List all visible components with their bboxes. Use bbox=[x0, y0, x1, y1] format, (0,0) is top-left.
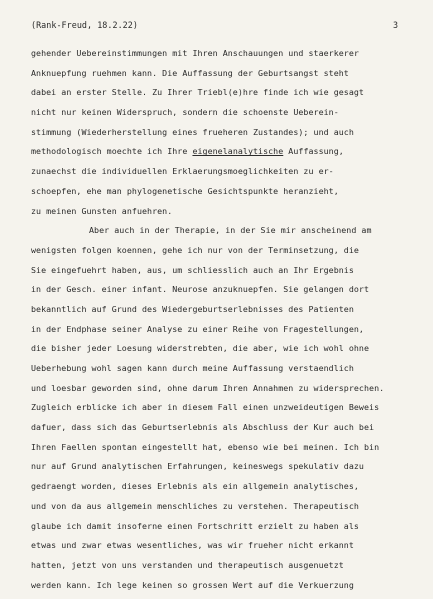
text-line: hatten, jetzt von uns verstanden und therapeutisch ausgenuetzt bbox=[31, 559, 344, 570]
text-line: schoepfen, ehe man phylogenetische Gesichtspunkte heranzieht, bbox=[31, 185, 339, 196]
text-line: gehender Uebereinstimmungen mit Ihren Anschauungen und staerkerer bbox=[31, 48, 359, 58]
text-line: und loesbar geworden sind, ohne darum Ihren Annahmen zu widersprechen. bbox=[31, 382, 385, 393]
text-line: zunaechst die individuellen Erklaerungsmoeglichkeiten zu er- bbox=[31, 166, 334, 177]
text-line: nur auf Grund analytischen Erfahrungen, keineswegs spekulativ dazu bbox=[31, 461, 364, 472]
page-number: 3 bbox=[393, 20, 399, 30]
underlined-word: eigenelanalytische bbox=[192, 146, 284, 157]
text-line: die bisher jeder Loesung widerstrebten, die aber, wie ich wohl ohne bbox=[31, 343, 370, 354]
text-line: werden kann. Ich lege keinen so grossen Wert auf die Verkuerzung bbox=[31, 579, 354, 590]
text-line: nicht nur keinen Widerspruch, sondern die schoenste Ueberein- bbox=[31, 107, 339, 118]
letter-header: (Rank-Freud, 18.2.22) bbox=[31, 20, 138, 30]
text-segment: methodologisch moechte ich Ihre bbox=[31, 146, 193, 157]
text-line: bekanntlich auf Grund des Wiedergeburtserlebnisses des Patienten bbox=[31, 303, 354, 314]
text-line: dabei an erster Stelle. Zu Ihrer Triebl(e)hre finde ich wie gesagt bbox=[31, 87, 364, 98]
text-line: Sie eingefuehrt haben, aus, um schliesslich auch an Ihr Ergebnis bbox=[31, 264, 354, 275]
text-line: zu meinen Gunsten anfuehren. bbox=[31, 205, 173, 216]
letter-body bbox=[31, 44, 423, 595]
text-line bbox=[31, 142, 423, 162]
text-line: Ueberhebung wohl sagen kann durch meine Auffassung verstaendlich bbox=[31, 363, 354, 373]
text-line: Zugleich erblicke ich aber in diesem Fall einen unzweideutigen Beweis bbox=[31, 402, 380, 413]
text-line: Anknuepfung ruehmen kann. Die Auffassung der Geburtsangst steht bbox=[31, 67, 349, 78]
text-line: stimmung (Wiederherstellung eines frueheren Zustandes); und auch bbox=[31, 126, 354, 137]
text-line: und von da aus allgemein menschliches zu verstehen. Therapeutisch bbox=[31, 500, 359, 511]
text-line: Aber auch in der Therapie, in der Sie mir anscheinend am bbox=[89, 225, 372, 236]
text-line: etwas und zwar etwas wesentliches, was wir frueher nicht erkannt bbox=[31, 540, 354, 551]
text-line: gedraengt worden, dieses Erlebnis als ein allgemein analytisches, bbox=[31, 481, 359, 492]
text-line: dafuer, dass sich das Geburtserlebnis als Abschluss der Kur auch bei bbox=[31, 422, 375, 433]
text-segment: Auffassung, bbox=[283, 146, 344, 157]
text-line: wenigsten folgen koennen, gehe ich nur von der Terminsetzung, die bbox=[31, 244, 359, 255]
text-line: in der Gesch. einer infant. Neurose anzuknuepfen. Sie gelangen dort bbox=[31, 284, 370, 295]
text-line: in der Endphase seiner Analyse zu einer Reihe von Fragestellungen, bbox=[31, 323, 364, 334]
text-line: glaube ich damit insoferne einen Fortschritt erzielt zu haben als bbox=[31, 520, 359, 531]
text-line: Ihren Faellen spontan eingestellt hat, ebenso wie bei meinen. Ich bin bbox=[31, 441, 380, 452]
